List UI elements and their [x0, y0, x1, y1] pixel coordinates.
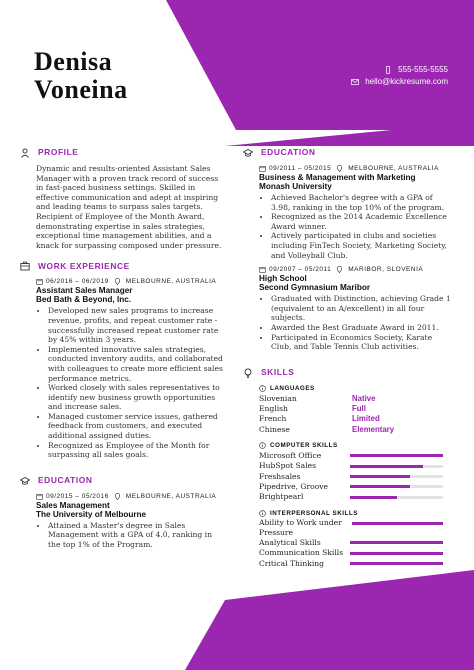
- skill-bar-fill: [350, 562, 443, 565]
- location-pin-icon: [114, 278, 121, 285]
- skill-bar-fill: [350, 485, 410, 488]
- skill-bar: [350, 562, 443, 565]
- computer-skills-block: [243, 440, 453, 502]
- skill-bar: [350, 496, 443, 499]
- education-heading-left: EDUCATION: [20, 474, 225, 488]
- degree-name: High School: [259, 274, 307, 284]
- skill-row: Freshsales: [259, 471, 453, 481]
- school-name: Monash University: [259, 182, 332, 191]
- skill-bar: [350, 552, 443, 555]
- languages-heading: LANGUAGES: [259, 384, 453, 394]
- degree-name: Business & Management with Marketing: [259, 173, 416, 182]
- calendar-icon: [259, 165, 266, 172]
- profile-summary: Dynamic and results-oriented Assistant Sales Manager with a proven track record of success in fast-paced business settings. Skilled in effective communication and adept at inspiring and leading teams to surpass sales targets. Recipient of Employee of the Month Award, demonstrating expertise in sales strategies, exceptional time management abilities, and a knack for surpassing composed under pressure.: [36, 164, 222, 250]
- footer-purple-shape: [185, 570, 474, 670]
- computer-skills-heading: COMPUTER SKILLS: [259, 440, 453, 450]
- list-item: • Implemented innovative sales strategies, conducted inventory audits, and collaborated with colleagues to create more efficient sales performance metrics.: [48, 345, 225, 383]
- skill-row: Pipedrive, Groove: [259, 482, 453, 492]
- list-item: • Participated in Economics Society, Karate Club, and Table Tennis Club activities.: [271, 333, 453, 352]
- skills-heading: SKILLS: [243, 366, 453, 380]
- skill-bar: [350, 541, 443, 544]
- list-item: • Graduated with Distinction, achieving Grade 1 (equivalent to an A/excellent) in all four subjects.: [271, 294, 453, 323]
- education-entry: [243, 164, 453, 260]
- interpersonal-skills-block: [243, 508, 453, 568]
- education-section-left: [20, 474, 225, 550]
- job-bullets: [36, 306, 225, 460]
- first-name: Denisa: [34, 47, 113, 76]
- skill-row: Microsoft Office: [259, 450, 453, 460]
- list-item: • Attained a Master's degree in Sales Management with a GPA of 4.0, ranking in the top 1% of the Program.: [48, 521, 225, 550]
- candidate-name: [34, 48, 128, 104]
- email-address[interactable]: hello@kickresume.com: [365, 77, 448, 86]
- skill-bar-fill: [352, 522, 443, 525]
- lightbulb-icon: [243, 368, 253, 378]
- skill-bar: [350, 465, 443, 468]
- education-bullets: [259, 294, 453, 352]
- list-item: • Achieved Bachelor's degree with a GPA of 3.98, ranking in the top 10% of the program.: [271, 193, 453, 212]
- interpersonal-skills-heading: INTERPERSONAL SKILLS: [259, 508, 453, 518]
- calendar-icon: [36, 493, 43, 500]
- job-position: Assistant Sales Manager: [36, 286, 133, 296]
- school-name: Second Gymnasium Maribor: [259, 283, 371, 293]
- skill-row: Communication Skills: [259, 548, 453, 558]
- person-icon: [20, 148, 30, 158]
- work-section: [20, 259, 225, 460]
- skill-row: Critical Thinking: [259, 558, 453, 568]
- skill-row: Ability to Work under Pressure: [259, 518, 453, 537]
- phone-row: [351, 64, 448, 76]
- list-item: • Recognized as Employee of the Month for surpassing all sales goals.: [48, 441, 225, 460]
- list-item: • Recognized as the 2014 Academic Excellence Award winner.: [271, 212, 453, 231]
- language-row: Chinese Elementary: [259, 424, 395, 434]
- skill-bar-fill: [350, 465, 423, 468]
- calendar-icon: [259, 266, 266, 273]
- education-entry: [243, 265, 453, 352]
- skills-section: [243, 366, 453, 569]
- skill-bar: [352, 522, 443, 525]
- list-item: • Actively participated in clubs and societies including FinTech Society, Marketing Society, and Volleyball Club.: [271, 231, 453, 260]
- skill-bar-fill: [350, 552, 443, 555]
- left-column: [20, 146, 225, 550]
- skill-row: Analytical Skills: [259, 537, 453, 547]
- phone-icon: [384, 66, 392, 74]
- education-entry: [20, 492, 225, 550]
- graduation-cap-icon: [20, 476, 30, 486]
- skill-bar: [350, 454, 443, 457]
- language-row: English Full: [259, 404, 366, 414]
- last-name: Voneina: [34, 75, 128, 104]
- job-location: MELBOURNE, AUSTRALIA: [125, 278, 217, 286]
- list-item: • Awarded the Best Graduate Award in 2011.: [271, 323, 453, 333]
- skill-bar: [350, 485, 443, 488]
- education-meta: 09/2015 – 05/2016 MELBOURNE, AUSTRALIA: [36, 492, 225, 501]
- location-pin-icon: [336, 266, 343, 273]
- location-pin-icon: [114, 493, 121, 500]
- job-entry: [20, 277, 225, 460]
- profile-heading: PROFILE: [20, 146, 225, 160]
- skill-bar-fill: [350, 475, 410, 478]
- email-row: [351, 76, 448, 88]
- language-row: Slovenian Native: [259, 394, 376, 404]
- list-item: • Developed new sales programs to increase revenue, profits, and repeat customer rate - successfully increased repeat customer rate by 45% within 3 years.: [48, 306, 225, 344]
- job-dates: 06/2016 – 06/2019: [46, 278, 109, 286]
- education-bullets: [259, 193, 453, 260]
- education-section-right: [243, 146, 453, 352]
- skill-row: HubSpot Sales: [259, 461, 453, 471]
- info-icon: [259, 385, 266, 392]
- skill-bar-fill: [350, 496, 397, 499]
- briefcase-icon: [20, 261, 30, 271]
- skill-bar-fill: [350, 454, 443, 457]
- calendar-icon: [36, 278, 43, 285]
- language-row: French Limited: [259, 414, 380, 424]
- contact-info: [351, 64, 448, 88]
- phone-number[interactable]: 555-555-5555: [398, 65, 448, 74]
- graduation-cap-icon: [243, 148, 253, 158]
- info-icon: [259, 510, 266, 517]
- school-name: The University of Melbourne: [36, 509, 147, 519]
- degree-name: Sales Management: [36, 500, 110, 510]
- skill-bar-fill: [350, 541, 443, 544]
- profile-section: [20, 146, 225, 250]
- education-bullets: [36, 521, 225, 550]
- location-pin-icon: [336, 165, 343, 172]
- list-item: • Worked closely with sales representatives to identify new business growth opportunities and increase sales.: [48, 383, 225, 412]
- skill-bar: [350, 475, 443, 478]
- list-item: • Managed customer service issues, gathered feedback from customers, and executed additional assigned duties.: [48, 412, 225, 441]
- languages-block: [243, 384, 453, 435]
- envelope-icon: [351, 78, 359, 86]
- job-company: Bed Bath & Beyond, Inc.: [36, 295, 132, 305]
- education-heading-right: EDUCATION: [243, 146, 453, 160]
- job-meta: [36, 277, 225, 286]
- skill-row: Brightpearl: [259, 492, 453, 502]
- work-heading: WORK EXPERIENCE: [20, 259, 225, 273]
- info-icon: [259, 442, 266, 449]
- education-meta: 09/2007 – 05/2011 MARIBOR, SLOVENIA: [259, 265, 453, 274]
- right-column: [243, 146, 453, 569]
- education-meta: 09/2011 – 05/2015 MELBOURNE, AUSTRALIA: [259, 164, 453, 173]
